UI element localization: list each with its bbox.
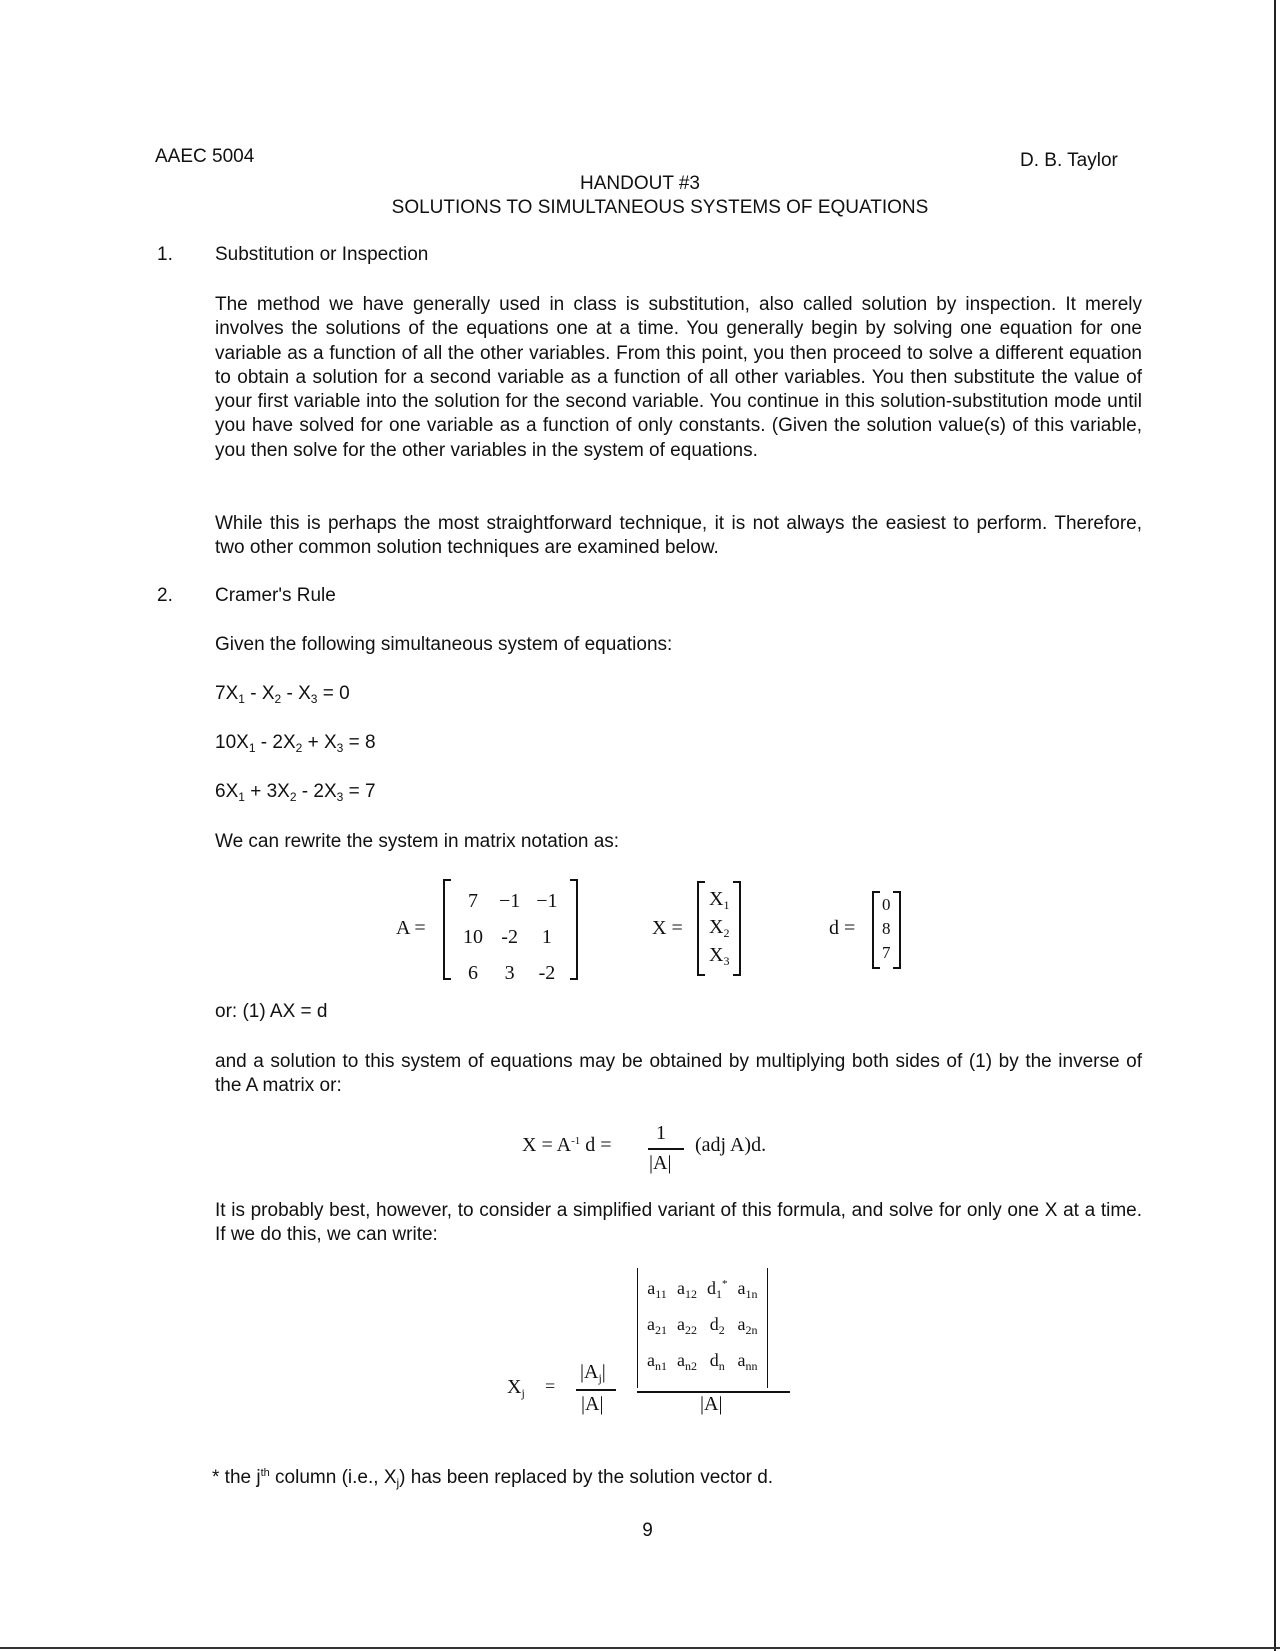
page-edge bbox=[1274, 0, 1276, 1651]
page-bottom-edge bbox=[0, 1647, 1280, 1649]
determinant-cell: $a_{1n}$ bbox=[737, 1277, 758, 1301]
matrix-d-right-bracket bbox=[893, 891, 901, 969]
matrix-a-cell: 7 bbox=[468, 889, 478, 912]
equation-3: $6X_1 + 3X_2 - 2X_3 = 7$ bbox=[215, 781, 376, 804]
matrix-x-left-bracket bbox=[697, 881, 705, 976]
determinant-cell: $a_{n2}$ bbox=[677, 1349, 697, 1373]
matrix-d-cell: 8 bbox=[882, 919, 891, 938]
matrix-x-label: X = bbox=[652, 917, 683, 939]
system-intro: Given the following simultaneous system of equations: bbox=[215, 634, 673, 655]
matrix-a-left-bracket bbox=[443, 879, 451, 980]
section-1-heading: Substitution or Inspection bbox=[215, 244, 429, 265]
footnote: * the $j^{th}$ column (i.e., $X_j$) has been replaced by the solution vector d. bbox=[212, 1467, 774, 1490]
matrix-a-cell: -2 bbox=[501, 925, 518, 948]
matrix-x-cell: $X_1$ bbox=[709, 887, 730, 912]
cramer-determinant bbox=[637, 1268, 768, 1388]
determinant-cell: $a_{11}$ bbox=[647, 1277, 667, 1301]
author-name: D. B. Taylor bbox=[1020, 150, 1118, 171]
handout-title: SOLUTIONS TO SIMULTANEOUS SYSTEMS OF EQUATIONS bbox=[391, 197, 929, 218]
inverse-fraction-bar bbox=[648, 1148, 684, 1150]
cramer-lhs: $X_j$ bbox=[507, 1376, 525, 1400]
handout-number: HANDOUT #3 bbox=[579, 173, 700, 194]
matrix-d-left-bracket bbox=[872, 891, 880, 969]
determinant-cell: $a_{n1}$ bbox=[647, 1349, 667, 1373]
matrix-d-label: d = bbox=[829, 917, 856, 939]
determinant-cell: $d_2$ bbox=[709, 1313, 725, 1337]
course-code: AAEC 5004 bbox=[155, 146, 255, 167]
matrix-d bbox=[872, 891, 901, 969]
matrix-a-cell: 6 bbox=[468, 961, 478, 984]
cramer-determinant-denominator: |A| bbox=[700, 1393, 723, 1415]
variant-paragraph: It is probably best, however, to consider a simplified variant of this formula, and solve for only one X at a time. If we do this, we can write: bbox=[215, 1200, 1142, 1246]
cramer-ratio-denominator: |A| bbox=[581, 1393, 604, 1415]
matrix-a-label: A = bbox=[396, 917, 426, 939]
section-2-heading: Cramer's Rule bbox=[215, 585, 336, 606]
matrix-intro: We can rewrite the system in matrix notation as: bbox=[215, 831, 620, 852]
inverse-formula-rhs: (adj A)d. bbox=[695, 1134, 767, 1156]
matrix-a-cell: 10 bbox=[463, 925, 483, 948]
matrix-a-right-bracket bbox=[570, 879, 578, 980]
determinant-cell: $d_1^*$ bbox=[707, 1277, 728, 1301]
matrix-x-cell: $X_3$ bbox=[709, 943, 730, 968]
matrix-a-cell: -2 bbox=[538, 961, 556, 984]
matrix-equation: or: (1) AX = d bbox=[215, 1001, 328, 1022]
determinant-cell: $d_n$ bbox=[709, 1349, 725, 1373]
matrix-x-right-bracket bbox=[733, 881, 741, 976]
matrix-a-cell: −1 bbox=[499, 889, 521, 912]
inverse-paragraph: and a solution to this system of equations may be obtained by multiplying both sides of (1) by the inverse of the A matrix or: bbox=[215, 1051, 1142, 1097]
section-1-number: 1. bbox=[157, 244, 173, 265]
determinant-cell: $a_{22}$ bbox=[677, 1313, 697, 1337]
inverse-formula: $X = A^{-1}$ d = bbox=[522, 1134, 612, 1156]
section-1-paragraph-1: The method we have generally used in class is substitution, also called solution by inspection. It merely involves the solutions of the equations one at a time. You generally begin by solving one equation for one variable as a function of all the other variables. From this point, you then proceed to solve a different equation to obtain a solution for a second variable as a function of all other variables. You then substitute the value of your first variable into the solution for the second variable. You continue in this solution-substitution mode until you have solved for one variable as a function of only constants. (Given the solution value(s) of this variable, you then solve for the other variables in the system of equations. bbox=[215, 294, 1142, 461]
matrix-a-cell: 3 bbox=[504, 961, 515, 984]
page-number: 9 bbox=[642, 1520, 653, 1541]
cramer-ratio-numerator: $|A_j|$ bbox=[580, 1361, 606, 1385]
matrix-d-cell: 7 bbox=[882, 943, 891, 962]
matrix-x bbox=[697, 881, 741, 976]
inverse-fraction-numerator: 1 bbox=[656, 1122, 666, 1144]
matrix-a-cell: 1 bbox=[541, 925, 552, 948]
determinant-cell: $a_{2n}$ bbox=[737, 1313, 758, 1337]
equation-1: $7X_1 - X_2 - X_3 = 0$ bbox=[215, 683, 350, 706]
determinant-cell: $a_{12}$ bbox=[677, 1277, 697, 1301]
cramer-ratio-bar bbox=[576, 1389, 616, 1391]
section-1-paragraph-2: While this is perhaps the most straightforward technique, it is not always the easiest to perform. Therefore, two other common solution techniques are examined below. bbox=[215, 513, 1142, 559]
inverse-fraction-denominator: |A| bbox=[649, 1152, 672, 1174]
equation-2: $10X_1 - 2X_2 + X_3 = 8$ bbox=[215, 732, 376, 755]
matrix-x-cell: $X_2$ bbox=[709, 915, 730, 940]
matrix-a bbox=[443, 879, 578, 984]
matrix-d-cell: 0 bbox=[882, 895, 891, 914]
cramer-equals: = bbox=[545, 1376, 556, 1396]
matrix-a-cell: −1 bbox=[536, 889, 558, 912]
determinant-cell: $a_{nn}$ bbox=[737, 1349, 758, 1373]
determinant-cell: $a_{21}$ bbox=[647, 1313, 667, 1337]
section-2-number: 2. bbox=[157, 585, 173, 606]
